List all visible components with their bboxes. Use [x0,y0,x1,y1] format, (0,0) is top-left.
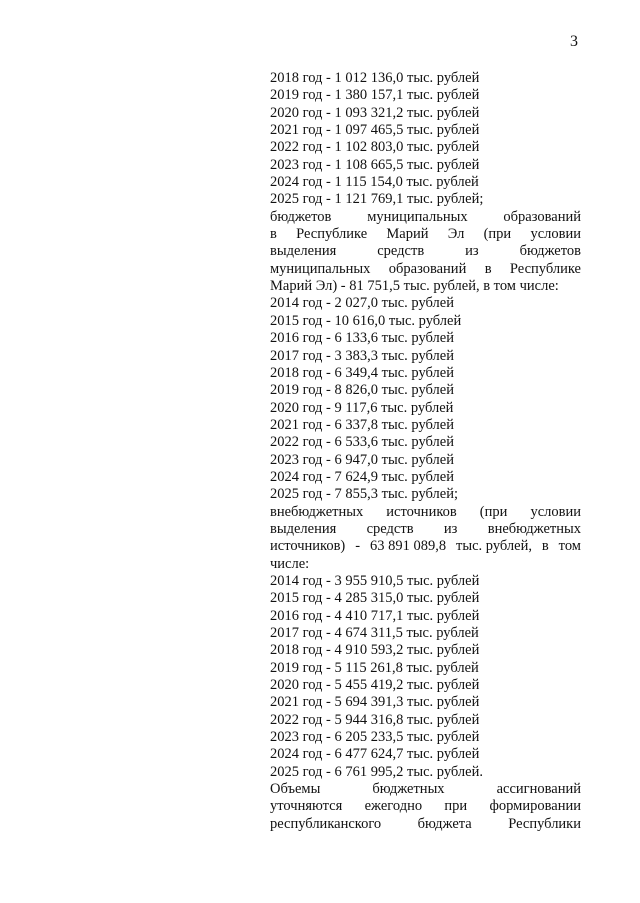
line-word: при [444,798,468,815]
text-block [270,70,581,833]
line-word: Республике [296,226,368,243]
text-line [270,209,581,226]
line-word: (при [479,503,508,520]
text-line: 2025 год - 6 761 995,2 тыс. рублей. [270,763,483,780]
text-line [270,521,581,538]
text-line: 2014 год - 3 955 910,5 тыс. рублей [270,572,480,589]
text-line: 2024 год - 6 477 624,7 тыс. рублей [270,746,480,763]
text-line [270,226,581,243]
line-word: внебюджетных [487,520,581,537]
line-word: бюджетов [519,243,581,260]
line-word: внебюджетных [270,503,364,520]
line-word: том [558,538,581,555]
text-line: 2014 год - 2 027,0 тыс. рублей [270,295,454,312]
text-line: 2020 год - 9 117,6 тыс. рублей [270,399,454,416]
text-line: 2022 год - 1 102 803,0 тыс. рублей [270,139,480,156]
text-line: 2017 год - 3 383,3 тыс. рублей [270,347,454,364]
line-word: в [484,260,492,277]
line-word: средств [377,243,425,260]
line-word: ассигнований [496,781,581,798]
line-word: образований [388,260,467,277]
line-word: в [270,226,277,243]
text-line: 2021 год - 1 097 465,5 тыс. рублей [270,122,480,139]
line-word: Республики [508,815,581,832]
text-line: 2023 год - 6 947,0 тыс. рублей [270,451,454,468]
line-word: из [443,520,458,537]
line-word: выделения [270,243,337,260]
text-line: 2016 год - 4 410 717,1 тыс. рублей [270,607,480,624]
line-word: Марий [386,226,429,243]
line-word: - [355,538,361,555]
line-word: республиканского [270,815,382,832]
text-line: 2021 год - 5 694 391,3 тыс. рублей [270,694,480,711]
text-line: 2018 год - 4 910 593,2 тыс. рублей [270,642,480,659]
page-number: 3 [570,33,578,50]
text-line: 2019 год - 1 380 157,1 тыс. рублей [270,87,480,104]
text-line: 2019 год - 5 115 261,8 тыс. рублей [270,659,479,676]
text-line: 2020 год - 5 455 419,2 тыс. рублей [270,677,480,694]
text-line [270,243,581,260]
line-word: Объемы [270,781,321,798]
line-word: бюджета [417,815,472,832]
line-word: в [541,538,549,555]
line-word: уточняются [270,798,343,815]
line-word: бюджетных [372,781,445,798]
line-word: условии [530,503,581,520]
text-line: 2016 год - 6 133,6 тыс. рублей [270,330,454,347]
text-line: 2025 год - 1 121 769,1 тыс. рублей; [270,191,484,208]
line-word: ежегодно [364,798,423,815]
text-line: 2018 год - 6 349,4 тыс. рублей [270,364,454,381]
text-line [270,781,581,798]
text-line: 2020 год - 1 093 321,2 тыс. рублей [270,104,480,121]
text-line: 2015 год - 10 616,0 тыс. рублей [270,312,462,329]
text-line: 2024 год - 7 624,9 тыс. рублей [270,468,454,485]
text-line: 2018 год - 1 012 136,0 тыс. рублей [270,70,480,86]
text-line: 2022 год - 6 533,6 тыс. рублей [270,434,454,451]
line-word: из [465,243,479,260]
text-line: 2021 год - 6 337,8 тыс. рублей [270,416,454,433]
text-line: 2017 год - 4 674 311,5 тыс. рублей [270,625,479,641]
text-line: 2019 год - 8 826,0 тыс. рублей [270,382,454,399]
line-word: Республике [509,260,581,277]
line-word: муниципальных [270,260,371,277]
line-word: Эл [447,226,465,243]
line-word: условии [530,226,581,243]
text-line: 2023 год - 6 205 233,5 тыс. рублей [270,729,480,746]
line-word: выделения [270,520,337,537]
text-line [270,538,581,555]
line-word: (при [483,226,512,243]
line-word: бюджетов [270,208,332,225]
line-word: тыс. рублей, [456,538,532,555]
line-word: источников [386,503,457,520]
text-line: 2015 год - 4 285 315,0 тыс. рублей [270,590,480,607]
text-line: числе: [270,555,310,572]
line-word: муниципальных [367,208,468,225]
text-line: 2023 год - 1 108 665,5 тыс. рублей [270,156,480,173]
text-line: 2025 год - 7 855,3 тыс. рублей; [270,486,458,503]
line-word: 63 891 089,8 [369,538,447,555]
text-line: Марий Эл) - 81 751,5 тыс. рублей, в том числе: [270,278,559,295]
line-word: формировании [489,798,581,815]
text-line: 2022 год - 5 944 316,8 тыс. рублей [270,711,480,728]
text-line [270,816,581,833]
text-line [270,504,581,521]
text-line [270,261,581,278]
text-line [270,798,581,815]
line-word: средств [366,520,414,537]
text-line: 2024 год - 1 115 154,0 тыс. рублей [270,174,479,191]
line-word: источников) [270,538,346,555]
line-word: образований [503,208,581,225]
